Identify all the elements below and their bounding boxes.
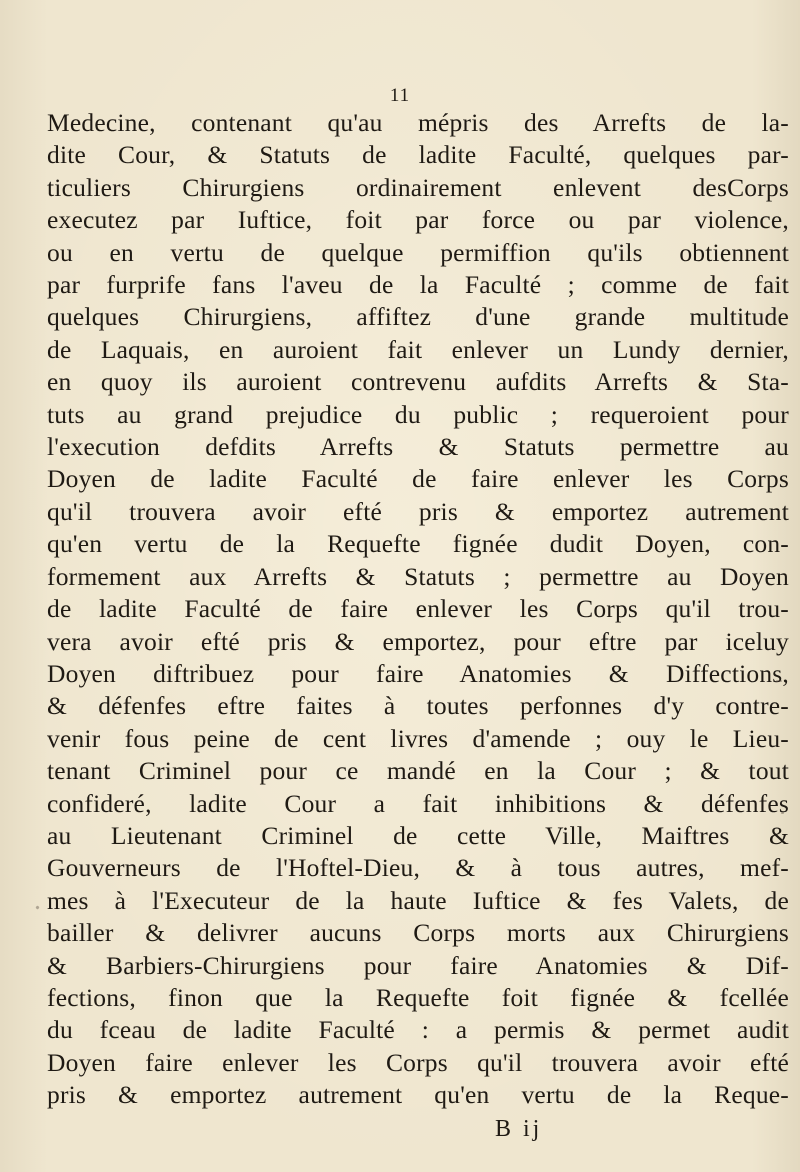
text-line: Doyen diftribuez pour faire Anatomies & Diffections, [47,658,789,688]
text-line: l'execution defdits Arrefts & Statuts permettre au [47,432,789,462]
text-line: tenant Criminel pour ce mandé en la Cour ; & tout [47,756,789,786]
text-line: formement aux Arrefts & Statuts ; permettre au Doyen [47,561,789,591]
text-line: au Lieutenant Criminel de cette Ville, Maiftres & [47,820,789,850]
text-line: Medecine, contenant qu'au mépris des Arrefts de la- [47,108,789,137]
ink-speck [776,680,782,682]
text-line: executez par Iuftice, foit par force ou par violence, [47,205,789,235]
page-number: 11 [389,85,411,106]
text-line: quelques Chirurgiens, affiftez d'une grande multitude [47,302,789,332]
text-line: qu'en vertu de la Requefte fignée dudit Doyen, con- [47,529,789,559]
text-line: de Laquais, en auroient fait enlever un Lundy dernier, [47,334,789,364]
text-line: dite Cour, & Statuts de ladite Faculté, quelques par- [47,140,789,170]
text-line: Doyen de ladite Faculté de faire enlever les Corps [47,464,789,494]
text-line: mes à l'Executeur de la haute Iuftice & fes Valets, de [47,885,789,915]
text-line: fections, finon que la Requefte foit fignée & fcellée [47,982,789,1012]
text-line: du fceau de ladite Faculté : a permis & permet audit [47,1015,789,1045]
text-line: vera avoir efté pris & emportez, pour eftre par iceluy [47,626,789,656]
text-line: & défenfes eftre faites à toutes perfonnes d'y contre- [47,691,789,721]
ink-speck [35,905,39,909]
signature-mark: B ij [495,1116,543,1142]
text-line: bailler & delivrer aucuns Corps morts aux Chirurgiens [47,918,789,948]
text-line: confideré, ladite Cour a fait inhibitions & défenfes [47,788,789,818]
text-line: ticuliers Chirurgiens ordinairement enlevent desCorps [47,172,789,202]
body-text [47,107,789,1112]
text-line: & Barbiers-Chirurgiens pour faire Anatomies & Dif- [47,950,789,980]
text-line: Gouverneurs de l'Hoftel-Dieu, & à tous autres, mef- [47,853,789,883]
text-line: ou en vertu de quelque permiffion qu'ils obtiennent [47,237,789,267]
ink-speck [781,812,784,814]
text-line: par furprife fans l'aveu de la Faculté ; comme de fait [47,270,789,300]
text-line: venir fous peine de cent livres d'amende ; ouy le Lieu- [47,723,789,753]
text-line: Doyen faire enlever les Corps qu'il trouvera avoir efté [47,1047,789,1077]
text-line: qu'il trouvera avoir efté pris & emportez autrement [47,496,789,526]
text-line: pris & emportez autrement qu'en vertu de la Reque- [47,1080,789,1110]
text-line: tuts au grand prejudice du public ; requeroient pour [47,399,789,429]
text-line: de ladite Faculté de faire enlever les Corps qu'il trou- [47,594,789,624]
text-line: en quoy ils auroient contrevenu aufdits Arrefts & Sta- [47,367,789,397]
